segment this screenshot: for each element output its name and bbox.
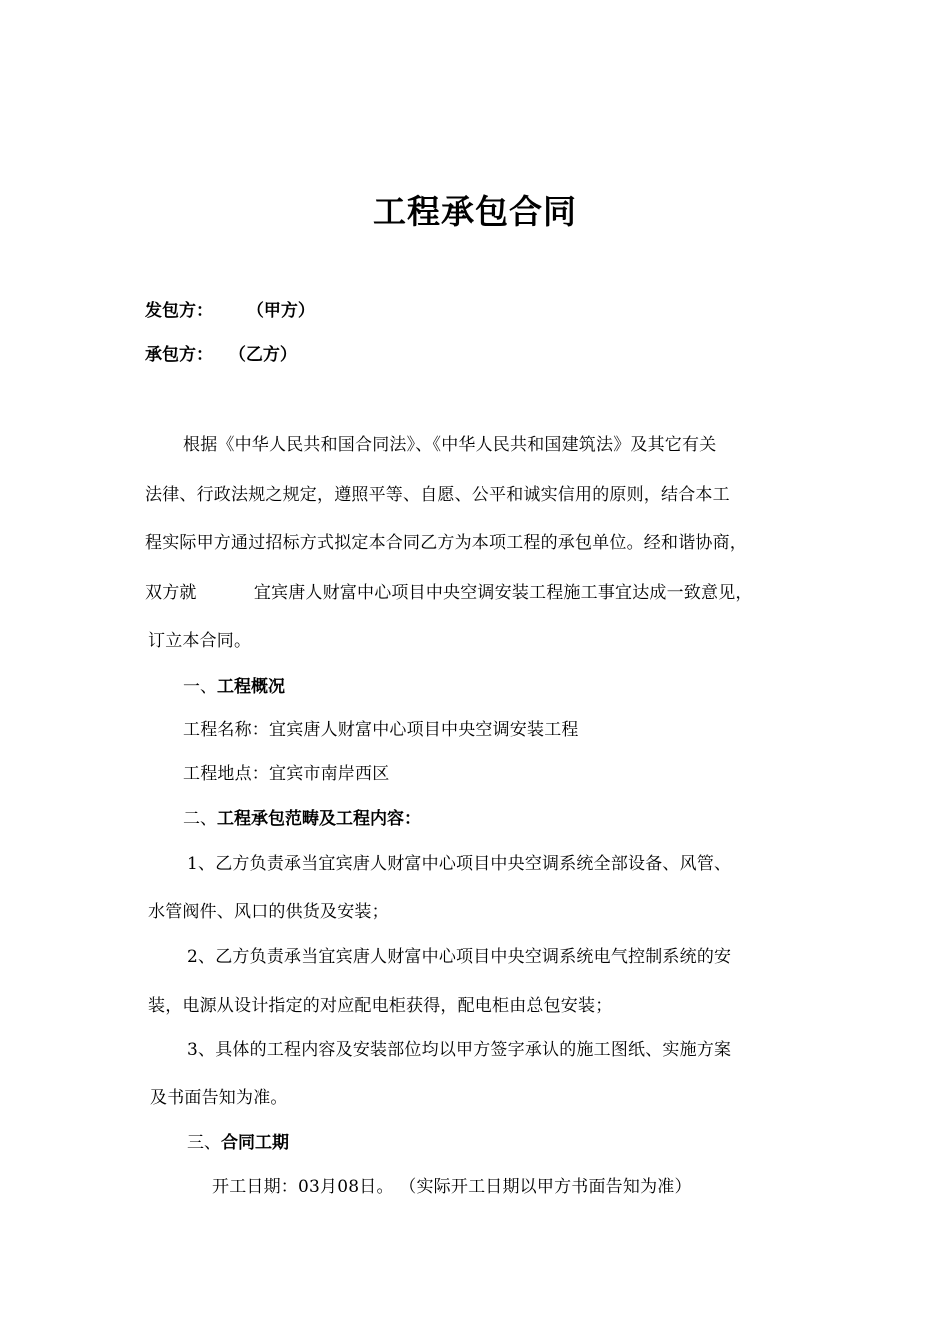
preamble-line-1: 根据《中华人民共和国合同法》、《中华人民共和国建筑法》及其它有关: [183, 435, 717, 455]
scope-item-3-line-2: 及书面告知为准。: [150, 1088, 288, 1108]
scope-item-1-line-1: 1、乙方负责承当宜宾唐人财富中心项目中央空调系统全部设备、风管、: [187, 854, 732, 874]
employer-line: [145, 296, 315, 321]
preamble-line-4: [145, 578, 753, 603]
preamble-line-5: 订立本合同。: [148, 631, 252, 651]
employer-role: （甲方）: [246, 301, 315, 321]
section-3-heading: [187, 1128, 289, 1153]
employer-label: 发包方：: [145, 301, 213, 321]
section-1-heading: [183, 672, 285, 697]
contractor-line: [145, 340, 297, 365]
document-title: 工程承包合同: [373, 192, 577, 231]
preamble-line-4-rest: 宜宾唐人财富中心项目中央空调安装工程施工事宜达成一致意见，: [253, 583, 753, 603]
scope-item-3-line-1: 3、具体的工程内容及安装部位均以甲方签字承认的施工图纸、实施方案: [187, 1040, 732, 1060]
section-3-number: 三、: [187, 1133, 221, 1153]
project-location: 工程地点：宜宾市南岸西区: [183, 764, 390, 784]
preamble-line-4-prefix: 双方就: [145, 583, 197, 603]
scope-item-2-line-1: 2、乙方负责承当宜宾唐人财富中心项目中央空调系统电气控制系统的安: [187, 947, 732, 967]
start-date: 开工日期：03月08日。 （实际开工日期以甲方书面告知为准）: [212, 1177, 692, 1197]
contractor-label: 承包方：: [145, 345, 213, 365]
preamble-line-2: 法律、行政法规之规定，遵照平等、自愿、公平和诚实信用的原则，结合本工: [145, 485, 730, 505]
section-1-title: 工程概况: [217, 677, 285, 697]
preamble-line-3: 程实际甲方通过招标方式拟定本合同乙方为本项工程的承包单位。经和谐协商，: [145, 533, 747, 553]
project-name: 工程名称：宜宾唐人财富中心项目中央空调安装工程: [183, 720, 579, 740]
section-2-number: 二、: [183, 809, 217, 829]
section-2-title: 工程承包范畴及工程内容：: [217, 809, 421, 829]
section-1-number: 一、: [183, 677, 217, 697]
section-3-title: 合同工期: [221, 1133, 289, 1153]
section-2-heading: [183, 804, 421, 829]
scope-item-2-line-2: 装，电源从设计指定的对应配电柜获得，配电柜由总包安装；: [148, 996, 613, 1016]
scope-item-1-line-2: 水管阀件、风口的供货及安装；: [148, 902, 389, 922]
contractor-role: （乙方）: [228, 345, 297, 365]
